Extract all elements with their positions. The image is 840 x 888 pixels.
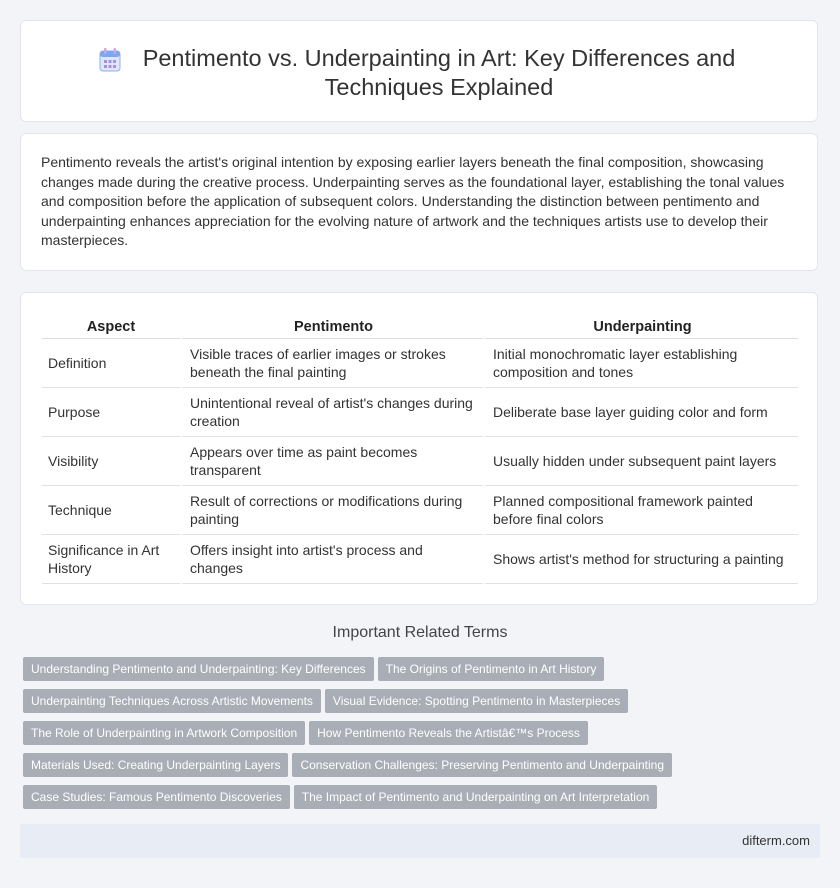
table-cell: Definition bbox=[42, 339, 180, 388]
table-row bbox=[42, 486, 798, 535]
footer bbox=[20, 824, 820, 858]
table-cell: Initial monochromatic layer establishing composition and tones bbox=[483, 339, 798, 388]
table-cell: Appears over time as paint becomes transparent bbox=[180, 437, 483, 486]
related-term-link[interactable]: Underpainting Techniques Across Artistic Movements bbox=[23, 689, 321, 713]
header-pentimento: Pentimento bbox=[180, 316, 483, 339]
table-cell: Unintentional reveal of artist's changes during creation bbox=[180, 388, 483, 437]
table-row bbox=[42, 437, 798, 486]
table-cell: Purpose bbox=[42, 388, 180, 437]
table-row bbox=[42, 535, 798, 584]
table-cell: Deliberate base layer guiding color and form bbox=[483, 388, 798, 437]
header-underpainting: Underpainting bbox=[483, 316, 798, 339]
related-term-link[interactable]: Understanding Pentimento and Underpainting: Key Differences bbox=[23, 657, 374, 681]
intro-card bbox=[20, 133, 818, 271]
related-term-link[interactable]: Conservation Challenges: Preserving Pentimento and Underpainting bbox=[292, 753, 672, 777]
footer-site-link[interactable]: difterm.com bbox=[742, 833, 810, 848]
table-cell: Result of corrections or modifications during painting bbox=[180, 486, 483, 535]
related-term-link[interactable]: The Origins of Pentimento in Art History bbox=[378, 657, 605, 681]
table-cell: Visibility bbox=[42, 437, 180, 486]
table-cell: Shows artist's method for structuring a painting bbox=[483, 535, 798, 584]
related-term-link[interactable]: The Role of Underpainting in Artwork Composition bbox=[23, 721, 305, 745]
table-row bbox=[42, 388, 798, 437]
table-cell: Offers insight into artist's process and changes bbox=[180, 535, 483, 584]
comparison-table bbox=[42, 316, 798, 584]
table-header-row bbox=[42, 316, 798, 339]
related-term-link[interactable]: Case Studies: Famous Pentimento Discoveries bbox=[23, 785, 290, 809]
table-cell: Significance in Art History bbox=[42, 535, 180, 584]
title-card bbox=[20, 20, 818, 122]
related-term-link[interactable]: How Pentimento Reveals the Artistâ€™s Process bbox=[309, 721, 588, 745]
table-cell: Technique bbox=[42, 486, 180, 535]
related-terms-title: Important Related Terms bbox=[332, 624, 508, 641]
table-cell: Planned compositional framework painted before final colors bbox=[483, 486, 798, 535]
related-terms-list bbox=[23, 657, 823, 817]
related-term-link[interactable]: Materials Used: Creating Underpainting Layers bbox=[23, 753, 288, 777]
table-cell: Visible traces of earlier images or strokes beneath the final painting bbox=[180, 339, 483, 388]
page-title: Pentimento vs. Underpainting in Art: Key Differences and Techniques Explained bbox=[142, 45, 736, 100]
related-term-link[interactable]: The Impact of Pentimento and Underpainting on Art Interpretation bbox=[294, 785, 658, 809]
intro-paragraph: Pentimento reveals the artist's original intention by exposing earlier layers beneath the final composition, showcasing changes made during the creative process. Underpainting serves as the foundational layer, establishing the tonal values and composition before the application of subsequent colors. Understanding the distinction between pentimento and underpainting enhances appreciation for the evolving nature of artwork and the techniques artists use to develop their masterpieces. bbox=[41, 154, 785, 249]
table-cell: Usually hidden under subsequent paint layers bbox=[483, 437, 798, 486]
related-term-link[interactable]: Visual Evidence: Spotting Pentimento in Masterpieces bbox=[325, 689, 628, 713]
header-aspect: Aspect bbox=[42, 316, 180, 339]
comparison-table-card bbox=[20, 292, 818, 605]
table-row bbox=[42, 339, 798, 388]
